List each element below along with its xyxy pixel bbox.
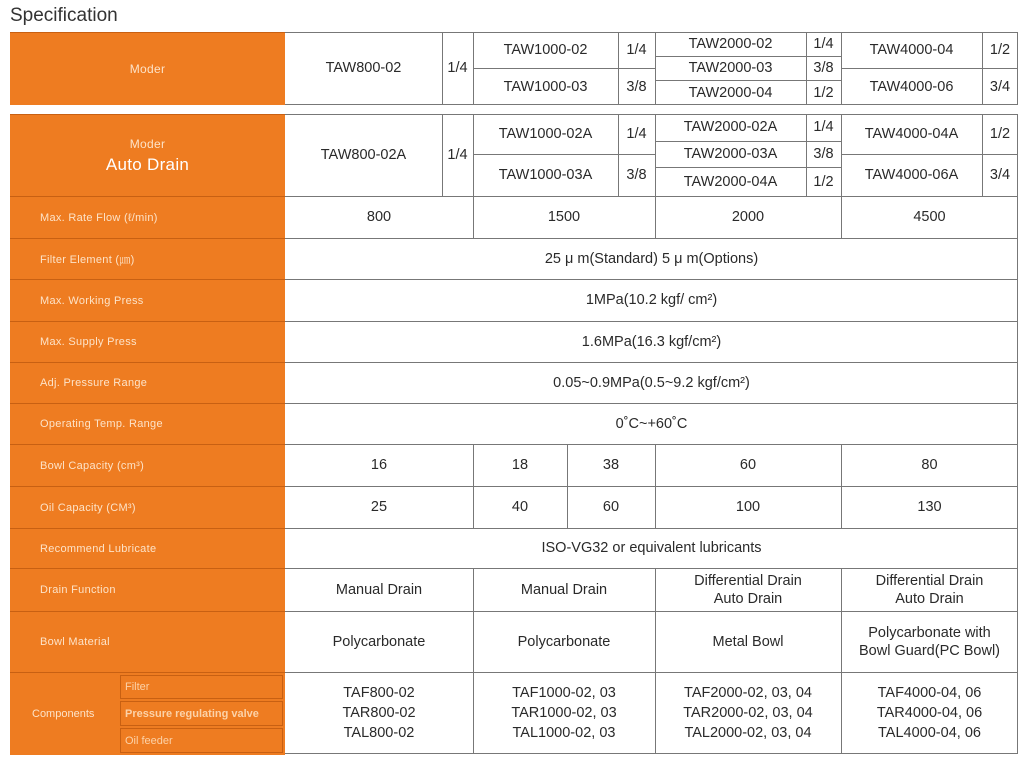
filter-value: 25 μ m(Standard) 5 μ m(Options) xyxy=(544,250,759,267)
auto-1000-02-port: 1/4 xyxy=(626,125,647,142)
components-sub-regulator: Pressure regulating valve xyxy=(120,701,283,726)
temp-value: 0˚C~+60˚C xyxy=(615,415,688,432)
bowl-cap-4000: 80 xyxy=(921,457,938,474)
components-1000 xyxy=(473,673,655,753)
drain-label: Drain Function xyxy=(10,568,285,611)
model-1000-02-name: TAW1000-02 xyxy=(503,41,588,58)
spec-grid xyxy=(285,196,1018,754)
temp-label: Operating Temp. Range xyxy=(10,403,285,444)
model-2000-03-port: 3/8 xyxy=(813,60,834,77)
auto-2000-04-port: 1/2 xyxy=(813,173,834,190)
bowl-cap-800: 16 xyxy=(370,457,388,474)
model-4000-06-name: TAW4000-06 xyxy=(869,78,954,95)
drain-1000: Manual Drain xyxy=(520,581,608,598)
comp-2000-filter: TAF2000-02, 03, 04 xyxy=(684,684,812,701)
auto-800-name: TAW800-02A xyxy=(320,146,407,163)
comp-800-regulator: TAR800-02 xyxy=(342,704,416,721)
flow-800: 800 xyxy=(366,208,392,225)
components-sub-oiler: Oil feeder xyxy=(120,728,283,753)
comp-4000-oiler: TAL4000-04, 06 xyxy=(878,725,981,742)
oil-cap-1000-b: 60 xyxy=(602,499,620,516)
components-label-block xyxy=(10,672,285,755)
bowl-cap-label: Bowl Capacity (cm³) xyxy=(10,444,285,486)
lubricate-value: ISO-VG32 or equivalent lubricants xyxy=(541,540,762,557)
working-label: Max. Working Press xyxy=(10,279,285,321)
bowl-mat-1000: Polycarbonate xyxy=(517,633,611,650)
model-1000-03-name: TAW1000-03 xyxy=(503,78,588,95)
comp-1000-oiler: TAL1000-02, 03 xyxy=(512,725,616,742)
page-title: Specification xyxy=(10,5,118,26)
model-label xyxy=(10,32,285,105)
auto-4000-06-name: TAW4000-06A xyxy=(864,167,959,184)
auto-2000-03-port: 3/8 xyxy=(813,146,834,163)
supply-value: 1.6MPa(16.3 kgf/cm²) xyxy=(581,333,722,350)
working-value: 1MPa(10.2 kgf/ cm²) xyxy=(585,292,718,309)
components-2000 xyxy=(655,673,841,753)
flow-4000: 4500 xyxy=(913,208,946,225)
auto-2000-04-name: TAW2000-04A xyxy=(683,173,778,190)
model-2000-03-name: TAW2000-03 xyxy=(688,60,773,77)
auto-4000-04-port: 1/2 xyxy=(989,125,1011,142)
oil-cap-2000: 100 xyxy=(735,499,761,516)
oil-cap-4000: 130 xyxy=(917,499,942,516)
drain-2000 xyxy=(655,569,841,611)
drain-800: Manual Drain xyxy=(335,581,423,598)
auto-1000-03-port: 3/8 xyxy=(626,167,647,184)
bowl-mat-2000: Metal Bowl xyxy=(712,633,784,650)
model-800-port: 1/4 xyxy=(447,60,468,77)
auto-1000-03-name: TAW1000-03A xyxy=(498,167,593,184)
model-2000-02-port: 1/4 xyxy=(813,35,834,52)
auto-drain-label: Auto Drain xyxy=(105,154,190,174)
supply-label: Max. Supply Press xyxy=(10,321,285,362)
components-label: Components xyxy=(32,708,95,720)
flow-1000: 1500 xyxy=(547,208,581,225)
model-4000-04-port: 1/2 xyxy=(989,41,1011,58)
bowl-mat-4000-line2: Bowl Guard(PC Bowl) xyxy=(858,643,1000,659)
auto-1000-02-name: TAW1000-02A xyxy=(498,125,593,142)
components-800 xyxy=(285,673,473,753)
model-4000-04-name: TAW4000-04 xyxy=(869,41,954,58)
model-1000-03-port: 3/8 xyxy=(626,78,647,95)
comp-1000-filter: TAF1000-02, 03 xyxy=(512,684,616,701)
flow-2000: 2000 xyxy=(731,208,765,225)
comp-2000-regulator: TAR2000-02, 03, 04 xyxy=(683,704,813,721)
bowl-cap-1000-b: 38 xyxy=(602,457,620,474)
filter-label: Filter Element (㎛) xyxy=(10,238,285,279)
bowl-mat-800: Polycarbonate xyxy=(332,633,426,650)
drain-4000-line2: Auto Drain xyxy=(895,591,964,607)
auto-2000-02-port: 1/4 xyxy=(813,119,834,136)
drain-2000-line1: Differential Drain xyxy=(694,572,802,589)
comp-800-filter: TAF800-02 xyxy=(343,684,415,701)
comp-2000-oiler: TAL2000-02, 03, 04 xyxy=(684,725,812,742)
auto-2000-02-name: TAW2000-02A xyxy=(683,119,778,136)
bowl-mat-label: Bowl Material xyxy=(10,611,285,672)
model-4000-06-port: 3/4 xyxy=(989,78,1011,95)
lubricate-label: Recommend Lubricate xyxy=(10,528,285,568)
oil-cap-800: 25 xyxy=(370,499,388,516)
drain-4000 xyxy=(841,569,1018,611)
model-grid xyxy=(285,32,1018,105)
auto-2000-03-name: TAW2000-03A xyxy=(683,146,778,163)
comp-4000-regulator: TAR4000-04, 06 xyxy=(876,704,983,721)
oil-cap-1000-a: 40 xyxy=(511,499,529,516)
model-2000-04-name: TAW2000-04 xyxy=(688,84,773,101)
auto-model-label-text: Moder xyxy=(129,136,166,151)
auto-4000-04-name: TAW4000-04A xyxy=(864,125,959,142)
comp-1000-regulator: TAR1000-02, 03 xyxy=(511,704,617,721)
components-4000 xyxy=(841,673,1018,753)
model-2000-02-name: TAW2000-02 xyxy=(688,35,773,52)
drain-4000-line1: Differential Drain xyxy=(875,572,984,589)
bowl-mat-4000-line1: Polycarbonate with xyxy=(868,624,991,641)
auto-grid xyxy=(285,114,1018,196)
bowl-mat-4000 xyxy=(841,612,1018,672)
components-sub-filter: Filter xyxy=(120,675,283,699)
model-label-text: Moder xyxy=(129,62,166,76)
auto-model-label xyxy=(10,114,285,196)
flow-label: Max. Rate Flow (ℓ/min) xyxy=(10,196,285,238)
adj-label: Adj. Pressure Range xyxy=(10,362,285,403)
model-2000-04-port: 1/2 xyxy=(813,84,834,101)
model-1000-02-port: 1/4 xyxy=(626,41,647,58)
spec-table xyxy=(10,32,1018,754)
drain-2000-line2: Auto Drain xyxy=(713,591,783,607)
auto-4000-06-port: 3/4 xyxy=(989,167,1011,184)
adj-value: 0.05~0.9MPa(0.5~9.2 kgf/cm²) xyxy=(553,374,750,391)
model-800-name: TAW800-02 xyxy=(325,60,402,77)
oil-cap-label: Oil Capacity (CM³) xyxy=(10,486,285,528)
bowl-cap-2000: 60 xyxy=(739,457,757,474)
comp-800-oiler: TAL800-02 xyxy=(343,725,415,742)
auto-800-port: 1/4 xyxy=(447,146,468,163)
bowl-cap-1000-a: 18 xyxy=(511,457,529,474)
comp-4000-filter: TAF4000-04, 06 xyxy=(877,684,982,701)
